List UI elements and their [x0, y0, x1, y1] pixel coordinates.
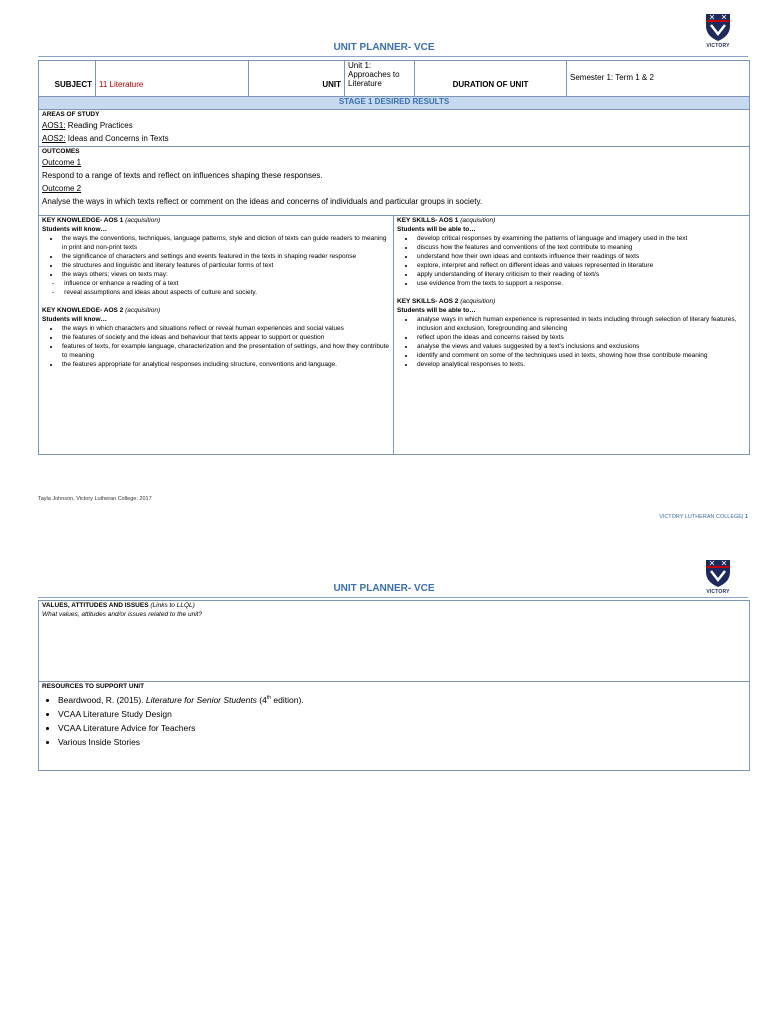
list-item: • the ways others; views on texts may:	[60, 270, 390, 279]
list-item: • the ways the conventions, techniques, language patterns, style and diction of texts can guide readers to meaning in print and non-print texts	[60, 234, 390, 252]
areas-of-study	[39, 110, 750, 147]
unit-details-table	[38, 600, 750, 771]
knowledge-aos2-intro: Students will know…	[42, 316, 108, 323]
knowledge-aos1-list	[42, 234, 390, 279]
skills-aos1-heading: KEY SKILLS- AOS 1 (acquisition)	[397, 217, 496, 224]
list-item: • develop analytical responses to texts.	[415, 360, 746, 369]
outcome-2-text: Analyse the ways in which texts reflect or comment on the ideas and concerns of individuals and particular groups in society.	[42, 197, 483, 206]
list-item: • VCAA Literature Advice for Teachers	[58, 721, 746, 735]
knowledge-aos2-heading: KEY KNOWLEDGE- AOS 2 (acquisition)	[42, 307, 161, 314]
subject-value: 11 Literature	[96, 61, 249, 108]
outcome-1-text: Respond to a range of texts and reflect on influences shaping these responses.	[42, 171, 323, 180]
list-item: • use evidence from the texts to support a response.	[415, 279, 746, 288]
list-item: • apply understanding of literary criticism to their reading of text/s	[415, 270, 746, 279]
skills-aos1-intro: Students will be able to…	[397, 226, 476, 233]
values-heading: VALUES, ATTITUDES AND ISSUES (Links to LLQL)	[42, 602, 195, 609]
aos2-line	[42, 132, 746, 145]
duration-value: Semester 1: Term 1 & 2	[567, 61, 750, 108]
crest-name: VICTORY	[706, 589, 730, 595]
aos2-text: Ideas and Concerns in Texts	[65, 134, 169, 143]
aos1-code: AOS1:	[42, 121, 66, 130]
list-item: • Various Inside Stories	[58, 735, 746, 749]
duration-label: DURATION OF UNIT	[415, 61, 567, 108]
skills-aos2-heading: KEY SKILLS- AOS 2 (acquisition)	[397, 298, 496, 305]
list-item: - reveal assumptions and ideas about aspects of culture and society.	[64, 288, 390, 297]
shield-icon	[702, 12, 734, 42]
outcome-1-title: Outcome 1	[42, 158, 82, 167]
aos1-line	[42, 119, 746, 132]
footer-college: VICTORY LUTHERAN COLLEGE| 1	[659, 514, 748, 520]
resources-heading: RESOURCES TO SUPPORT UNIT	[42, 683, 145, 690]
skills-aos1-list	[397, 234, 746, 288]
list-item: • the features appropriate for analytical responses including structure, conventions and language.	[60, 360, 390, 369]
knowledge-aos1-sublist	[42, 279, 390, 297]
desired-results-table	[38, 96, 750, 455]
areas-heading: AREAS OF STUDY	[42, 111, 100, 118]
knowledge-aos2-list	[42, 324, 390, 369]
page-title: UNIT PLANNER- VCE	[333, 42, 435, 53]
list-item: • discuss how the features and conventions of the text contribute to meaning	[415, 243, 746, 252]
list-item: • understand how their own ideas and contexts influence their readings of texts	[415, 252, 746, 261]
aos1-text: Reading Practices	[65, 121, 133, 130]
knowledge-aos1-intro: Students will know…	[42, 226, 108, 233]
crest-name: VICTORY	[706, 43, 730, 49]
list-item: • analyse the views and values suggested by a text's inclusions and exclusions	[415, 342, 746, 351]
title-divider	[38, 56, 748, 57]
resources-list	[42, 691, 746, 749]
resources	[39, 682, 750, 771]
list-item: • the ways in which characters and situations reflect or reveal human experiences and social values	[60, 324, 390, 333]
page-2	[0, 548, 768, 1024]
list-item: • features of texts, for example language, characterization and the presentation of settings, and how they contribute to meaning	[60, 342, 390, 360]
list-item: • the structures and linguistic and literary features of particular forms of text	[60, 261, 390, 270]
values-attitudes-issues	[39, 601, 750, 682]
knowledge-aos1-heading: KEY KNOWLEDGE- AOS 1 (acquisition)	[42, 217, 161, 224]
list-item: • reflect upon the ideas and concerns raised by texts	[415, 333, 746, 342]
key-knowledge-cell	[39, 216, 394, 455]
values-prompt: What values, attitudes and/or issues related to the unit?	[42, 611, 203, 618]
list-item: • the features of society and the ideas and behaviour that texts appear to support or question	[60, 333, 390, 342]
outcomes	[39, 147, 750, 216]
list-item: - influence or enhance a reading of a text	[64, 279, 390, 288]
page-gap	[0, 540, 768, 548]
page-number: 1	[744, 514, 748, 520]
title-divider	[38, 597, 748, 598]
list-item: • Beardwood, R. (2015). Literature for Senior Students (4th edition).	[58, 691, 746, 707]
outcome-2-title: Outcome 2	[42, 184, 82, 193]
list-item: • VCAA Literature Study Design	[58, 707, 746, 721]
unit-label: UNIT	[249, 61, 345, 108]
stage-heading: STAGE 1 DESIRED RESULTS	[39, 97, 750, 110]
outcomes-heading: OUTCOMES	[42, 148, 80, 155]
list-item: • identify and comment on some of the techniques used in texts, showing how thse contribute meaning	[415, 351, 746, 360]
list-item: • analyse ways in which human experience is represented in texts including through selection of literary features, inclusion and exclusion, foregrounding and silencing	[415, 315, 746, 333]
list-item: • explore, interpret and reflect on different ideas and values represented in literature	[415, 261, 746, 270]
list-item: • the significance of characters and settings and events featured in the texts in shaping reader response	[60, 252, 390, 261]
list-item: • develop critical responses by examining the patterns of language and imagery used in the text	[415, 234, 746, 243]
subject-label: SUBJECT	[39, 61, 96, 108]
aos2-code: AOS2:	[42, 134, 66, 143]
page-title: UNIT PLANNER- VCE	[333, 583, 435, 594]
skills-aos2-intro: Students will be able to…	[397, 307, 476, 314]
footer-author: Tayla Johnson, Victory Lutheran College: 2017	[38, 496, 152, 502]
skills-aos2-list	[397, 315, 746, 369]
unit-value: Unit 1: Approaches to Literature	[345, 61, 415, 108]
key-skills-cell	[394, 216, 750, 455]
